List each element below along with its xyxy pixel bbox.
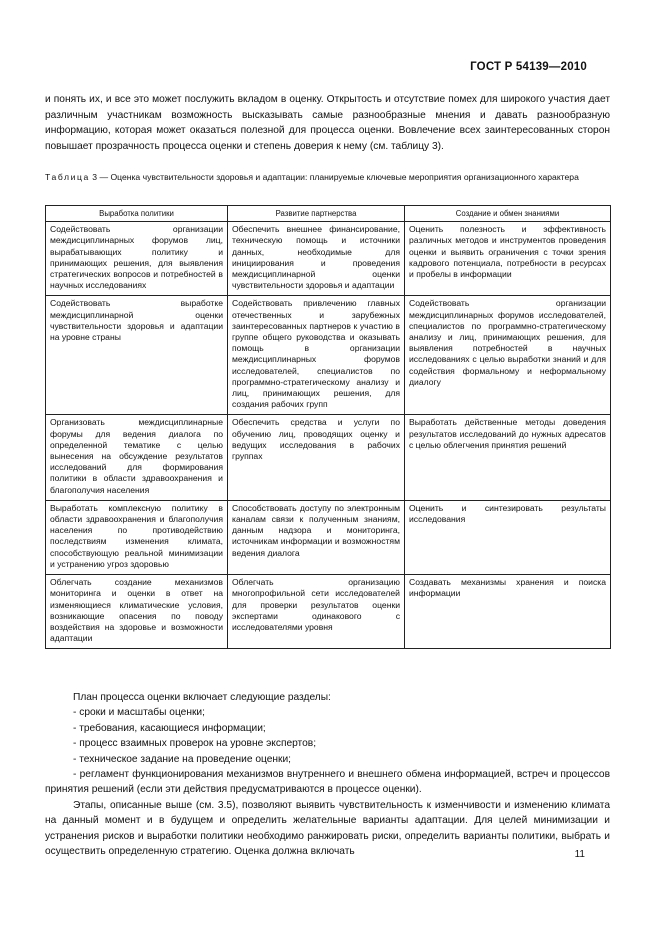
plan-intro: План процесса оценки включает следующие разделы: <box>73 692 331 703</box>
table-row <box>46 296 611 415</box>
plan-item: - техническое задание на проведение оценки; <box>73 753 291 765</box>
table-cell: Облегчать организацию многопрофильной сети исследователей для проверки результатов оценки экспертами одинакового с исследователями уровня <box>228 575 405 649</box>
table-row <box>46 222 611 296</box>
intro-paragraph: и понять их, и все это может послужить вкладом в оценку. Открытость и отсутствие помех для широкого участия дает различным участникам возможность высказывать самые разнообразные мнения и давать разнообразную информацию, которая может оказаться полезной для процесса оценки. Вовлечение всех заинтересованных сторон повышает прозрачность процесса оценки и степень доверия к нему (см. таблицу 3). <box>45 94 610 152</box>
table-caption <box>45 172 610 184</box>
plan-item: - требования, касающиеся информации; <box>73 722 266 734</box>
plan-item: - регламент функционирования механизмов внутреннего и внешнего обмена информацией, встреч и процессов принятия решений (если эти действия предусматриваются в процессе оценки). <box>45 769 610 796</box>
table-header-row <box>46 206 611 222</box>
table-cell: Организовать междисциплинарные форумы для ведения диалога по определенной тематике с целью вынесения на обсуждение результатов исследований для формирования политики в области здравоохранения и благополучия населения <box>46 415 228 500</box>
table-cell: Создавать механизмы хранения и поиска информации <box>405 575 611 649</box>
column-header-partnership: Развитие партнерства <box>228 206 405 222</box>
plan-item: - сроки и масштабы оценки; <box>73 707 205 719</box>
table-cell: Содействовать выработке междисциплинарной оценки чувствительности здоровья и адаптации на уровне страны <box>46 296 228 415</box>
column-header-knowledge: Создание и обмен знаниями <box>405 206 611 222</box>
activities-table <box>45 205 611 649</box>
page-number: 11 <box>574 849 585 860</box>
table-cell: Оценить и синтезировать результаты исследования <box>405 500 611 574</box>
table-cell: Содействовать привлечению главных отечественных и зарубежных заинтересованных партнеров к участию в группе общего руководства и оказывать помощь в организации междисциплинарных форумов исследователей, специалистов по программно-стратегическому анализу и лиц, принимающих решения, для создания рабочих групп <box>228 296 405 415</box>
document-id: ГОСТ Р 54139—2010 <box>470 61 587 73</box>
table-cell: Обеспечить средства и услуги по обучению лиц, проводящих оценку и ведущих исследования в рабочих группах <box>228 415 405 500</box>
table-row <box>46 415 611 500</box>
table-caption-title: 3 — Оценка чувствительности здоровья и адаптации: планируемые ключевые мероприятия организационного характера <box>89 172 579 182</box>
table-cell: Содействовать организации междисциплинарных форумов исследователей, специалистов по программно-стратегическому анализу и лиц, принимающих решения, для выявления потребностей в научных исследованиях с целью выработки знаний и для содействия формальному и неформальному диалогу <box>405 296 611 415</box>
table-cell: Обеспечить внешнее финансирование, техническую помощь и источники данных, необходимые для инициирования и проведения междисциплинарной оценки чувствительности здоровья и адаптации <box>228 222 405 296</box>
table-row <box>46 575 611 649</box>
table-cell: Оценить полезность и эффективность различных методов и инструментов проведения оценки и выявить ограничения с точки зрения кадрового потенциала, потребности в ресурсах и пробелы в информации <box>405 222 611 296</box>
table-caption-label: Таблица <box>45 172 90 182</box>
table-cell: Облегчать создание механизмов мониторинга и оценки в ответ на изменяющиеся климатические условия, возникающие опасения по поводу воздействия на здоровье и возможности адаптации <box>46 575 228 649</box>
table-cell: Способствовать доступу по электронным каналам связи к полученным знаниям, данным надзора и мониторинга, источникам информации и возможностям ведения диалога <box>228 500 405 574</box>
table-row <box>46 500 611 574</box>
column-header-policy: Выработка политики <box>46 206 228 222</box>
table-cell: Выработать действенные методы доведения результатов исследований до нужных адресатов с целью облегчения принятия решений <box>405 415 611 500</box>
table-cell: Выработать комплексную политику в области здравоохранения и благополучия населения по противодействию последствиям изменения климата, способствующую реальной минимизации и устранению угроз здоровью <box>46 500 228 574</box>
plan-closing-paragraph: Этапы, описанные выше (см. 3.5), позволяют выявить чувствительность к изменчивости и изменению климата на данный момент и в будущем и определить желательные варианты адаптации. Для целей минимизации и устранения рисков и выработки политики необходимо ранжировать риски, определить варианты политики, выбрать и осуществить определенную стратегию. Оценка должна включать <box>45 799 610 858</box>
plan-section <box>45 690 610 859</box>
table-cell: Содействовать организации междисциплинарных форумов лиц, вырабатывающих политику и принимающих решения, для выявления стратегических вопросов и потребностей в научных исследованиях <box>46 222 228 296</box>
plan-item: - процесс взаимных проверок на уровне экспертов; <box>73 738 317 750</box>
